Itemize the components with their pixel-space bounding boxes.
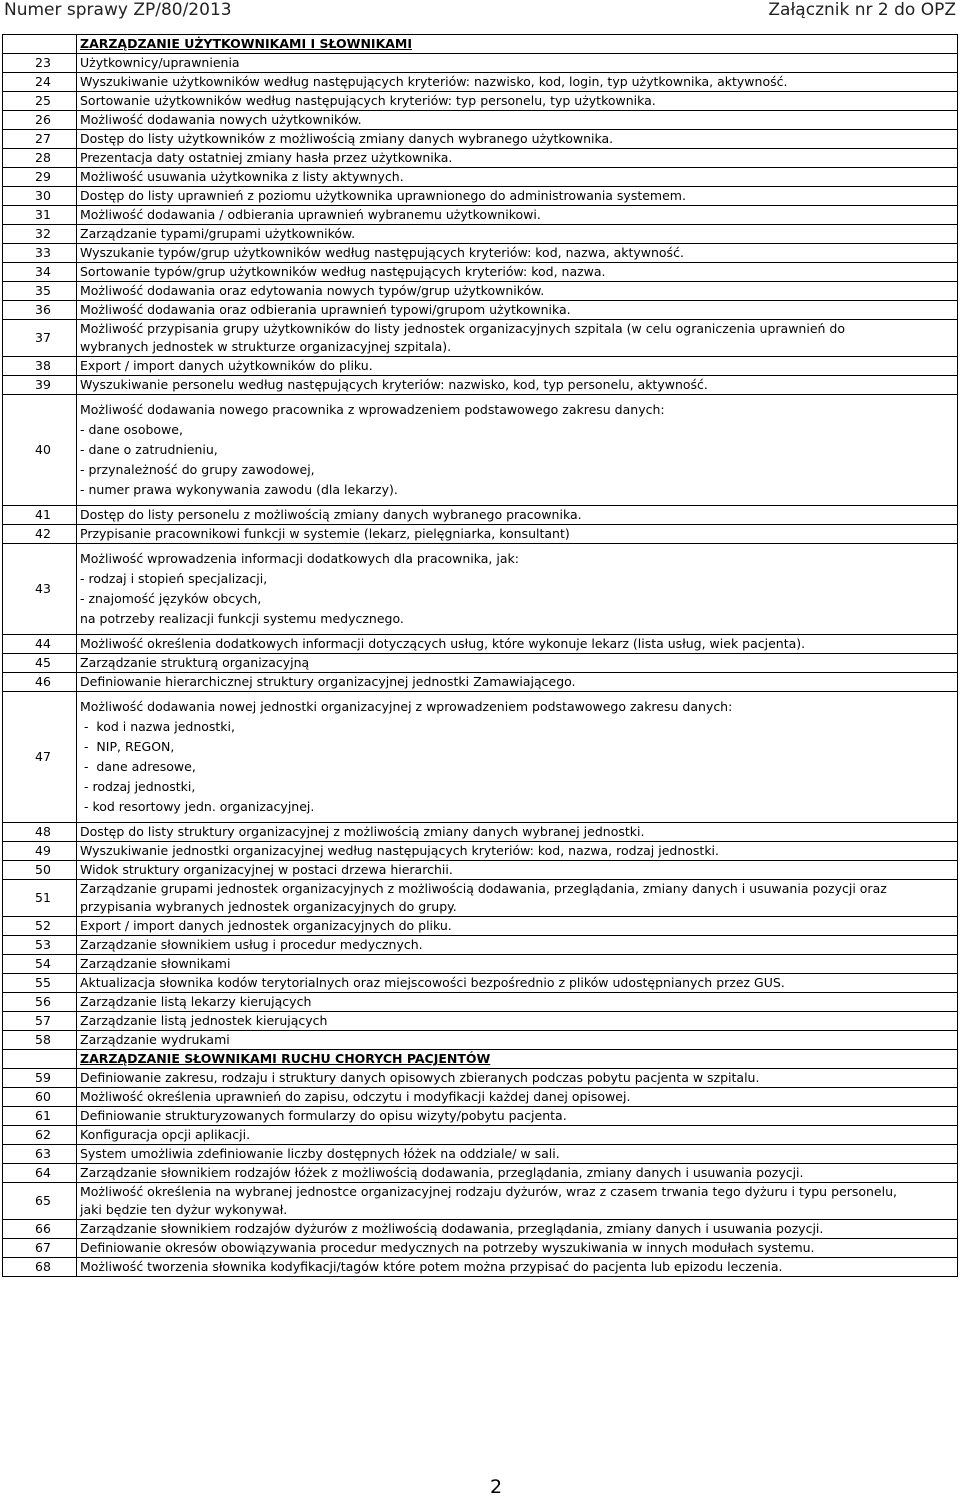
requirement-text: [77, 54, 958, 73]
text-line: Wyszukiwanie użytkowników według następujących kryteriów: nazwisko, kod, login, typ użytkownika, aktywność.: [80, 74, 788, 89]
text-line: przypisania wybranych jednostek organizacyjnych do grupy.: [80, 899, 457, 914]
row-number: 50: [3, 861, 77, 880]
requirement-text: [77, 823, 958, 842]
requirement-text: [77, 92, 958, 111]
text-line: - numer prawa wykonywania zawodu (dla lekarzy).: [80, 482, 398, 497]
text-line: Definiowanie zakresu, rodzaju i struktury danych opisowych zbieranych podczas pobytu pacjenta w szpitalu.: [80, 1070, 760, 1085]
table-row: [3, 1145, 958, 1164]
table-row: [3, 187, 958, 206]
table-row: [3, 823, 958, 842]
row-number: 31: [3, 206, 77, 225]
table-row: [3, 525, 958, 544]
text-line: Przypisanie pracownikowi funkcji w systemie (lekarz, pielęgniarka, konsultant): [80, 526, 570, 541]
row-number: 47: [3, 692, 77, 823]
text-line: Zarządzanie wydrukami: [80, 1032, 230, 1047]
table-row: [3, 263, 958, 282]
requirement-text: [77, 955, 958, 974]
text-line: na potrzeby realizacji funkcji systemu medycznego.: [80, 611, 404, 626]
table-row: [3, 320, 958, 357]
row-number: 55: [3, 974, 77, 993]
requirement-text: [77, 654, 958, 673]
table-row: [3, 1239, 958, 1258]
table-row: [3, 506, 958, 525]
text-line: Zarządzanie grupami jednostek organizacyjnych z możliwością dodawania, przeglądania, zmiany danych i usuwania pozycji oraz: [80, 881, 887, 896]
text-line: Wyszukiwanie personelu według następujących kryteriów: nazwisko, kod, typ personelu, aktywność.: [80, 377, 708, 392]
requirement-text: [77, 1069, 958, 1088]
table-row: [3, 1012, 958, 1031]
requirement-text: [77, 149, 958, 168]
text-line: - kod resortowy jedn. organizacyjnej.: [80, 799, 315, 814]
requirement-text: [77, 111, 958, 130]
row-number: 24: [3, 73, 77, 92]
requirement-text: [77, 206, 958, 225]
requirement-text: [77, 936, 958, 955]
table-row: [3, 635, 958, 654]
text-line: Możliwość dodawania / odbierania uprawnień wybranemu użytkownikowi.: [80, 207, 541, 222]
requirements-table: [2, 34, 958, 1277]
requirement-text: [77, 301, 958, 320]
requirement-text: [77, 842, 958, 861]
table-row: [3, 357, 958, 376]
row-number: 35: [3, 282, 77, 301]
text-line: Widok struktury organizacyjnej w postaci drzewa hierarchii.: [80, 862, 453, 877]
row-number: 56: [3, 993, 77, 1012]
text-line: Zarządzanie słownikiem rodzajów łóżek z możliwością dodawania, przeglądania, zmiany danych i usuwania pozycji.: [80, 1165, 804, 1180]
row-number: 40: [3, 395, 77, 506]
row-number: 65: [3, 1183, 77, 1220]
requirement-text: [77, 880, 958, 917]
row-number: 46: [3, 673, 77, 692]
row-number: 67: [3, 1239, 77, 1258]
table-row: [3, 936, 958, 955]
table-row: [3, 974, 958, 993]
row-number: 23: [3, 54, 77, 73]
requirement-text: [77, 861, 958, 880]
requirement-text: [77, 692, 958, 823]
table-row: [3, 842, 958, 861]
row-number: 27: [3, 130, 77, 149]
table-row: [3, 92, 958, 111]
table-row: [3, 1164, 958, 1183]
requirement-text: [77, 673, 958, 692]
text-line: Możliwość tworzenia słownika kodyfikacji/tagów które potem można przypisać do pacjenta lub epizodu leczenia.: [80, 1259, 783, 1274]
text-line: Sortowanie typów/grup użytkowników według następujących kryteriów: kod, nazwa.: [80, 264, 606, 279]
table-row: [3, 301, 958, 320]
row-number: 33: [3, 244, 77, 263]
row-number: 54: [3, 955, 77, 974]
requirements-table-body: [3, 35, 958, 1277]
text-line: - rodzaj i stopień specjalizacji,: [80, 571, 268, 586]
page-number: 2: [489, 1476, 503, 1498]
requirement-text: [77, 395, 958, 506]
text-line: Dostęp do listy personelu z możliwością zmiany danych wybranego pracownika.: [80, 507, 582, 522]
requirement-text: [77, 1107, 958, 1126]
requirement-text: [77, 1239, 958, 1258]
row-number: 25: [3, 92, 77, 111]
row-number: 28: [3, 149, 77, 168]
section-title: [77, 1050, 958, 1069]
row-number: 43: [3, 544, 77, 635]
requirement-text: [77, 917, 958, 936]
row-number: 61: [3, 1107, 77, 1126]
requirement-text: [77, 282, 958, 301]
requirement-text: [77, 1145, 958, 1164]
table-row: [3, 880, 958, 917]
requirement-text: [77, 1258, 958, 1277]
table-row: [3, 244, 958, 263]
row-number: 44: [3, 635, 77, 654]
section-header-row: [3, 35, 958, 54]
text-line: Zarządzanie typami/grupami użytkowników.: [80, 226, 356, 241]
table-row: [3, 282, 958, 301]
text-line: Możliwość przypisania grupy użytkowników do listy jednostek organizacyjnych szpitala (w celu ograniczenia uprawnień do: [80, 321, 845, 336]
row-number: 60: [3, 1088, 77, 1107]
row-number: 36: [3, 301, 77, 320]
text-line: Export / import danych jednostek organizacyjnych do pliku.: [80, 918, 452, 933]
text-line: Wyszukanie typów/grup użytkowników według następujących kryteriów: kod, nazwa, aktywność.: [80, 245, 684, 260]
row-number: 38: [3, 357, 77, 376]
text-line: Wyszukiwanie jednostki organizacyjnej według następujących kryteriów: kod, nazwa, rodzaj jednostki.: [80, 843, 720, 858]
row-number: 39: [3, 376, 77, 395]
requirement-text: [77, 73, 958, 92]
text-line: ZARZĄDZANIE SŁOWNIKAMI RUCHU CHORYCH PACJENTÓW: [80, 1051, 491, 1066]
requirement-text: [77, 1126, 958, 1145]
row-number: 51: [3, 880, 77, 917]
text-line: Zarządzanie słownikiem usług i procedur medycznych.: [80, 937, 423, 952]
row-number: 32: [3, 225, 77, 244]
row-number: 42: [3, 525, 77, 544]
text-line: Sortowanie użytkowników według następujących kryteriów: typ personelu, typ użytkownika.: [80, 93, 656, 108]
table-row: [3, 917, 958, 936]
text-line: Użytkownicy/uprawnienia: [80, 55, 240, 70]
row-number: 30: [3, 187, 77, 206]
text-line: - NIP, REGON,: [80, 739, 175, 754]
text-line: Definiowanie okresów obowiązywania procedur medycznych na potrzeby wyszukiwania w innych modułach systemu.: [80, 1240, 815, 1255]
row-number: 59: [3, 1069, 77, 1088]
text-line: Dostęp do listy struktury organizacyjnej z możliwością zmiany danych wybranej jednostki.: [80, 824, 645, 839]
row-number: [3, 1050, 77, 1069]
text-line: Możliwość wprowadzenia informacji dodatkowych dla pracownika, jak:: [80, 551, 519, 566]
requirement-text: [77, 635, 958, 654]
text-line: Definiowanie strukturyzowanych formularzy do opisu wizyty/pobytu pacjenta.: [80, 1108, 567, 1123]
requirement-text: [77, 263, 958, 282]
text-line: Możliwość dodawania nowej jednostki organizacyjnej z wprowadzeniem podstawowego zakresu danych:: [80, 699, 733, 714]
text-line: - dane adresowe,: [80, 759, 196, 774]
table-row: [3, 130, 958, 149]
requirement-text: [77, 993, 958, 1012]
requirement-text: [77, 225, 958, 244]
table-row: [3, 955, 958, 974]
row-number: 49: [3, 842, 77, 861]
row-number: 29: [3, 168, 77, 187]
table-row: [3, 1088, 958, 1107]
table-row: [3, 225, 958, 244]
text-line: Dostęp do listy uprawnień z poziomu użytkownika uprawnionego do administrowania systemem.: [80, 188, 686, 203]
table-row: [3, 54, 958, 73]
requirement-text: [77, 168, 958, 187]
table-row: [3, 1183, 958, 1220]
text-line: - przynależność do grupy zawodowej,: [80, 462, 315, 477]
table-row: [3, 376, 958, 395]
row-number: 66: [3, 1220, 77, 1239]
text-line: - dane o zatrudnieniu,: [80, 442, 218, 457]
text-line: Możliwość usuwania użytkownika z listy aktywnych.: [80, 169, 404, 184]
text-line: Definiowanie hierarchicznej struktury organizacyjnej jednostki Zamawiającego.: [80, 674, 576, 689]
text-line: Konfiguracja opcji aplikacji.: [80, 1127, 251, 1142]
requirement-text: [77, 244, 958, 263]
text-line: Zarządzanie strukturą organizacyjną: [80, 655, 310, 670]
table-row: [3, 544, 958, 635]
row-number: 53: [3, 936, 77, 955]
table-row: [3, 168, 958, 187]
row-number: 48: [3, 823, 77, 842]
row-number: 57: [3, 1012, 77, 1031]
text-line: Aktualizacja słownika kodów terytorialnych oraz miejscowości bezpośrednio z plików udostępnianych przez GUS.: [80, 975, 785, 990]
text-line: Prezentacja daty ostatniej zmiany hasła przez użytkownika.: [80, 150, 453, 165]
table-row: [3, 1069, 958, 1088]
text-line: Zarządzanie słownikiem rodzajów dyżurów z możliwością dodawania, przeglądania, zmiany danych i usuwania pozycji.: [80, 1221, 824, 1236]
requirement-text: [77, 506, 958, 525]
row-number: 58: [3, 1031, 77, 1050]
text-line: wybranych jednostek w strukturze organizacyjnej szpitala).: [80, 339, 452, 354]
text-line: jaki będzie ten dyżur wykonywał.: [80, 1202, 288, 1217]
table-row: [3, 1031, 958, 1050]
table-row: [3, 654, 958, 673]
text-line: Dostęp do listy użytkowników z możliwością zmiany danych wybranego użytkownika.: [80, 131, 614, 146]
row-number: 63: [3, 1145, 77, 1164]
text-line: - dane osobowe,: [80, 422, 183, 437]
text-line: Możliwość dodawania oraz edytowania nowych typów/grup użytkowników.: [80, 283, 545, 298]
row-number: 41: [3, 506, 77, 525]
requirement-text: [77, 130, 958, 149]
text-line: Możliwość określenia dodatkowych informacji dotyczących usług, które wykonuje lekarz (lista usług, wiek pacjenta).: [80, 636, 806, 651]
section-header-row: [3, 1050, 958, 1069]
row-number: 45: [3, 654, 77, 673]
table-row: [3, 149, 958, 168]
table-row: [3, 1126, 958, 1145]
table-row: [3, 1220, 958, 1239]
requirement-text: [77, 1164, 958, 1183]
row-number: 37: [3, 320, 77, 357]
table-row: [3, 993, 958, 1012]
table-row: [3, 861, 958, 880]
case-number: Numer sprawy ZP/80/2013: [4, 0, 232, 20]
row-number: [3, 35, 77, 54]
text-line: Zarządzanie listą jednostek kierujących: [80, 1013, 328, 1028]
text-line: - znajomość języków obcych,: [80, 591, 262, 606]
table-row: [3, 395, 958, 506]
text-line: Zarządzanie listą lekarzy kierujących: [80, 994, 312, 1009]
requirement-text: [77, 320, 958, 357]
text-line: Zarządzanie słownikami: [80, 956, 231, 971]
table-row: [3, 73, 958, 92]
text-line: Możliwość określenia na wybranej jednostce organizacyjnej rodzaju dyżurów, wraz z czasem trwania tego dyżuru i typu personelu,: [80, 1184, 897, 1199]
requirement-text: [77, 525, 958, 544]
requirement-text: [77, 1031, 958, 1050]
table-row: [3, 673, 958, 692]
requirement-text: [77, 357, 958, 376]
row-number: 62: [3, 1126, 77, 1145]
text-line: Możliwość dodawania nowego pracownika z wprowadzeniem podstawowego zakresu danych:: [80, 402, 665, 417]
text-line: Możliwość dodawania oraz odbierania uprawnień typowi/grupom użytkownika.: [80, 302, 571, 317]
section-title: [77, 35, 958, 54]
requirement-text: [77, 1183, 958, 1220]
table-row: [3, 111, 958, 130]
text-line: System umożliwia zdefiniowanie liczby dostępnych łóżek na oddziale/ w sali.: [80, 1146, 560, 1161]
text-line: - kod i nazwa jednostki,: [80, 719, 235, 734]
row-number: 34: [3, 263, 77, 282]
text-line: Możliwość określenia uprawnień do zapisu, odczytu i modyfikacji każdej danej opisowej.: [80, 1089, 631, 1104]
attachment-label: Załącznik nr 2 do OPZ: [768, 0, 956, 20]
row-number: 68: [3, 1258, 77, 1277]
table-row: [3, 206, 958, 225]
table-row: [3, 1258, 958, 1277]
text-line: ZARZĄDZANIE UŻYTKOWNIKAMI I SŁOWNIKAMI: [80, 36, 413, 51]
requirement-text: [77, 1012, 958, 1031]
requirement-text: [77, 544, 958, 635]
table-row: [3, 1107, 958, 1126]
row-number: 64: [3, 1164, 77, 1183]
requirement-text: [77, 1220, 958, 1239]
text-line: Export / import danych użytkowników do pliku.: [80, 358, 373, 373]
text-line: Możliwość dodawania nowych użytkowników.: [80, 112, 362, 127]
table-row: [3, 692, 958, 823]
requirement-text: [77, 376, 958, 395]
requirement-text: [77, 1088, 958, 1107]
row-number: 52: [3, 917, 77, 936]
requirement-text: [77, 187, 958, 206]
row-number: 26: [3, 111, 77, 130]
requirement-text: [77, 974, 958, 993]
text-line: - rodzaj jednostki,: [80, 779, 196, 794]
